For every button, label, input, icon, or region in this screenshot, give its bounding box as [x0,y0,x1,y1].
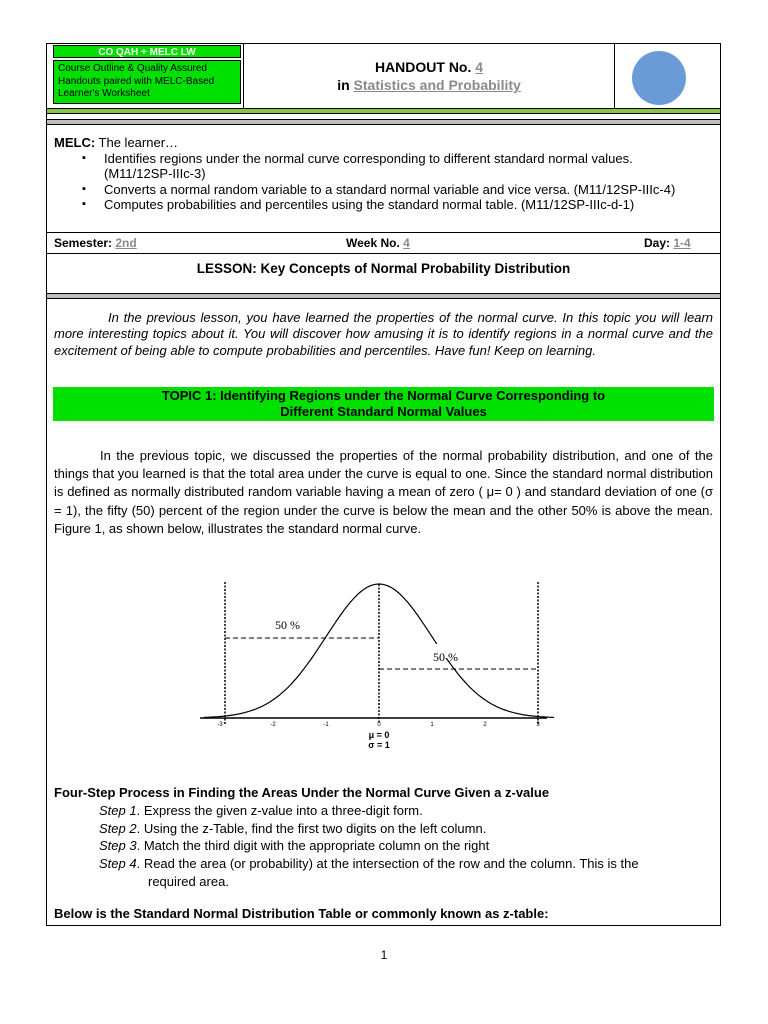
intro-paragraph: In the previous lesson, you have learned the properties of the normal curve. In this topic you will learn more interesting topics about it. You will discover how amusing it is to identify regions in a normal curve and the excitement of being able to compute probabilities and percentiles. Have fun! Keep on learning. [54,310,713,358]
handout-title: HANDOUT No. 4 [374,59,484,75]
day: Day: 1-4 [644,236,691,250]
header-divider-gray [47,119,720,125]
sigma-label: σ = 1 [368,740,390,750]
tick-label: -2 [270,722,276,728]
header-divider [47,108,720,114]
tick-label: -3 [217,722,223,728]
topic-banner: TOPIC 1: Identifying Regions under the Normal Curve Corresponding to Different Standard Normal Values [53,387,714,421]
lesson-title: LESSON: Key Concepts of Normal Probability Distribution [196,261,571,276]
tick-label: 0 [377,722,381,728]
handout-number: 4 [475,59,484,75]
header [47,44,720,108]
tick-label: 2 [483,722,487,728]
tick-labels [217,722,540,728]
subject-name: Statistics and Probability [353,77,521,93]
melc-section [54,135,704,213]
logo-circle [632,51,686,105]
normal-curve-figure [195,574,555,754]
step-2: Step 2. Using the z-Table, find the first two digits on the left column. [99,820,487,836]
body-paragraph: In the previous topic, we discussed the properties of the normal probability distribution, and one of the things that you learned is that the total area under the curve is equal to one. Since the standard normal distribution is defined as normally distributed random variable having a mean of zero ( μ= 0 ) and standard deviation of one (σ = 1), the fifty (50) percent of the region under the curve is below the mean and the other 50% is above the mean. Figure 1, as shown below, illustrates the standard normal curve. [54,448,713,536]
melc-item: ▪ Identifies regions under the normal curve corresponding to different standard normal values. (M11/12SP-IIIc-3) [104,151,704,182]
mu-label: μ = 0 [368,730,390,740]
tick-label: 1 [430,722,434,728]
tick-label: -1 [323,722,329,728]
melc-item: ▪ Computes probabilities and percentiles using the standard normal table. (M11/12SP-IIIc-d-1) [104,197,704,213]
week: Week No. 4 [346,236,410,250]
lesson-divider [47,293,720,299]
tick-label: 3 [536,722,540,728]
header-left-cell [47,44,244,108]
steps-heading: Four-Step Process in Finding the Areas Under the Normal Curve Given a z-value [54,785,550,800]
handout-page [46,43,721,926]
melc-list [54,151,704,213]
qah-badge: CO QAH + MELC LW [53,45,241,58]
page-number: 1 [380,948,388,962]
right-pct-label: 50 % [433,650,458,664]
melc-label: MELC: [54,135,96,150]
melc-item: ▪ Converts a normal random variable to a standard normal variable and vice versa. (M11/12SP-IIIc-4) [104,182,704,198]
steps-section [54,784,714,923]
left-pct-label: 50 % [275,618,300,632]
melc-intro: The learner… [95,135,179,150]
step-3: Step 3. Match the third digit with the appropriate column on the right [99,838,490,854]
ztable-intro: Below is the Standard Normal Distribution Table or commonly known as z-table: [54,905,549,921]
handout-subject: in Statistics and Probability [337,77,521,93]
qah-description: Course Outline & Quality Assured Handouts paired with MELC-Based Learner's Worksheet [53,60,241,104]
header-title-cell [244,44,615,108]
step-1: Step 1. Express the given z-value into a three-digit form. [99,802,423,818]
step-4: Step 4. Read the area (or probability) at the intersection of the row and the column. This is the [99,856,639,872]
semester: Semester: 2nd [54,236,137,250]
schedule-row [47,232,720,254]
step-4-continued: required area. [148,873,229,889]
